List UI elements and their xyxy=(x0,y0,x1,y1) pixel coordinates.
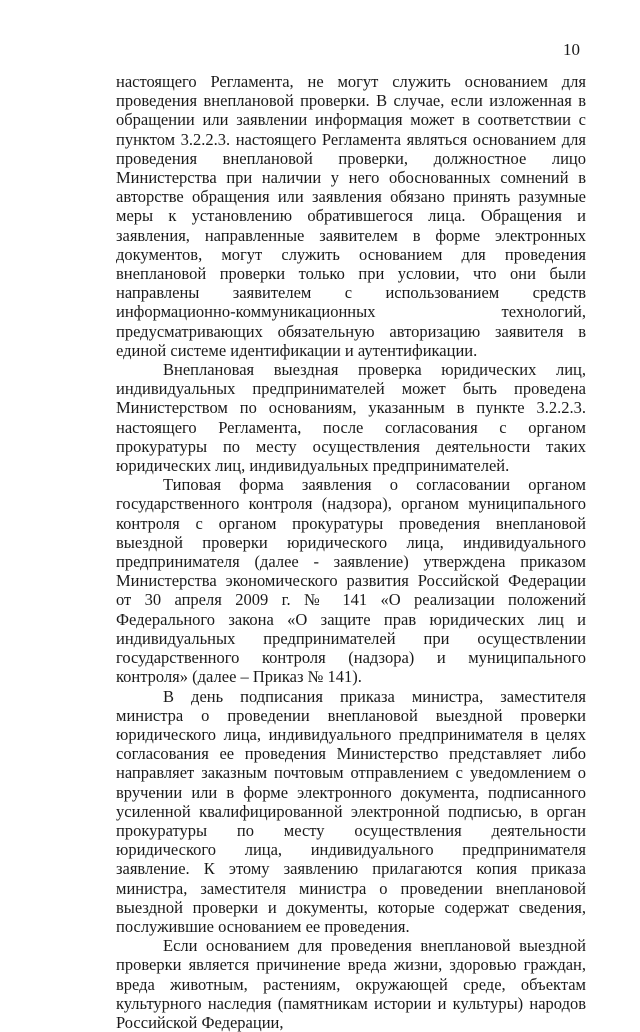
paragraph-standard-form: Типовая форма заявления о согласовании органом государственного контроля (надзора), органом муниципального контроля с органом прокуратуры проведения внеплановой выездной проверки юридического лица, индивидуального предпринимателя (далее - заявление) утверждена приказом Министерства экономического развития Российской Федерации от 30 апреля 2009 г. № 141 «О реализации положений Федерального закона «О защите прав юридических лиц и индивидуальных предпринимателей при осуществлении государственного контроля (надзора) и муниципального контроля» (далее – Приказ № 141). xyxy=(116,475,586,687)
paragraph-continuation: настоящего Регламента, не могут служить основанием для проведения внеплановой проверки. В случае, если изложенная в обращении или заявлении информация может в соответствии с пунктом 3.2.2.3. настоящего Регламента являться основанием для проведения внеплановой проверки, должностное лицо Министерства при наличии у него обоснованных сомнений в авторстве обращения или заявления обязано принять разумные меры к установлению обратившегося лица. Обращения и заявления, направленные заявителем в форме электронных документов, могут служить основанием для проведения внеплановой проверки только при условии, что они были направлены заявителем с использованием средств информационно-коммуникационных технологий, предусматривающих обязательную авторизацию заявителя в единой системе идентификации и аутентификации. xyxy=(116,72,586,360)
paragraph-signing-day: В день подписания приказа министра, заместителя министра о проведении внеплановой выездной проверки юридического лица, индивидуального предпринимателя в целях согласования ее проведения Министерство представляет либо направляет заказным почтовым отправлением с уведомлением о вручении или в форме электронного документа, подписанного усиленной квалифицированной электронной подписью, в орган прокуратуры по месту осуществления деятельности юридического лица, индивидуального предпринимателя заявление. К этому заявлению прилагаются копия приказа министра, заместителя министра о проведении внеплановой выездной проверки и документы, которые содержат сведения, послужившие основанием ее проведения. xyxy=(116,686,586,936)
paragraph-grounds: Если основанием для проведения внеплановой выездной проверки является причинение вреда жизни, здоровью граждан, вреда животным, растениям, окружающей среде, объектам культурного наследия (памятникам истории и культуры) народов Российской Федерации, xyxy=(116,936,586,1032)
page-number: 10 xyxy=(563,40,580,59)
document-body xyxy=(116,72,586,1032)
paragraph-unscheduled-inspection: Внеплановая выездная проверка юридических лиц, индивидуальных предпринимателей может быть проведена Министерством по основаниям, указанным в пункте 3.2.2.3. настоящего Регламента, после согласования с органом прокуратуры по месту осуществления деятельности таких юридических лиц, индивидуальных предпринимателей. xyxy=(116,360,586,476)
